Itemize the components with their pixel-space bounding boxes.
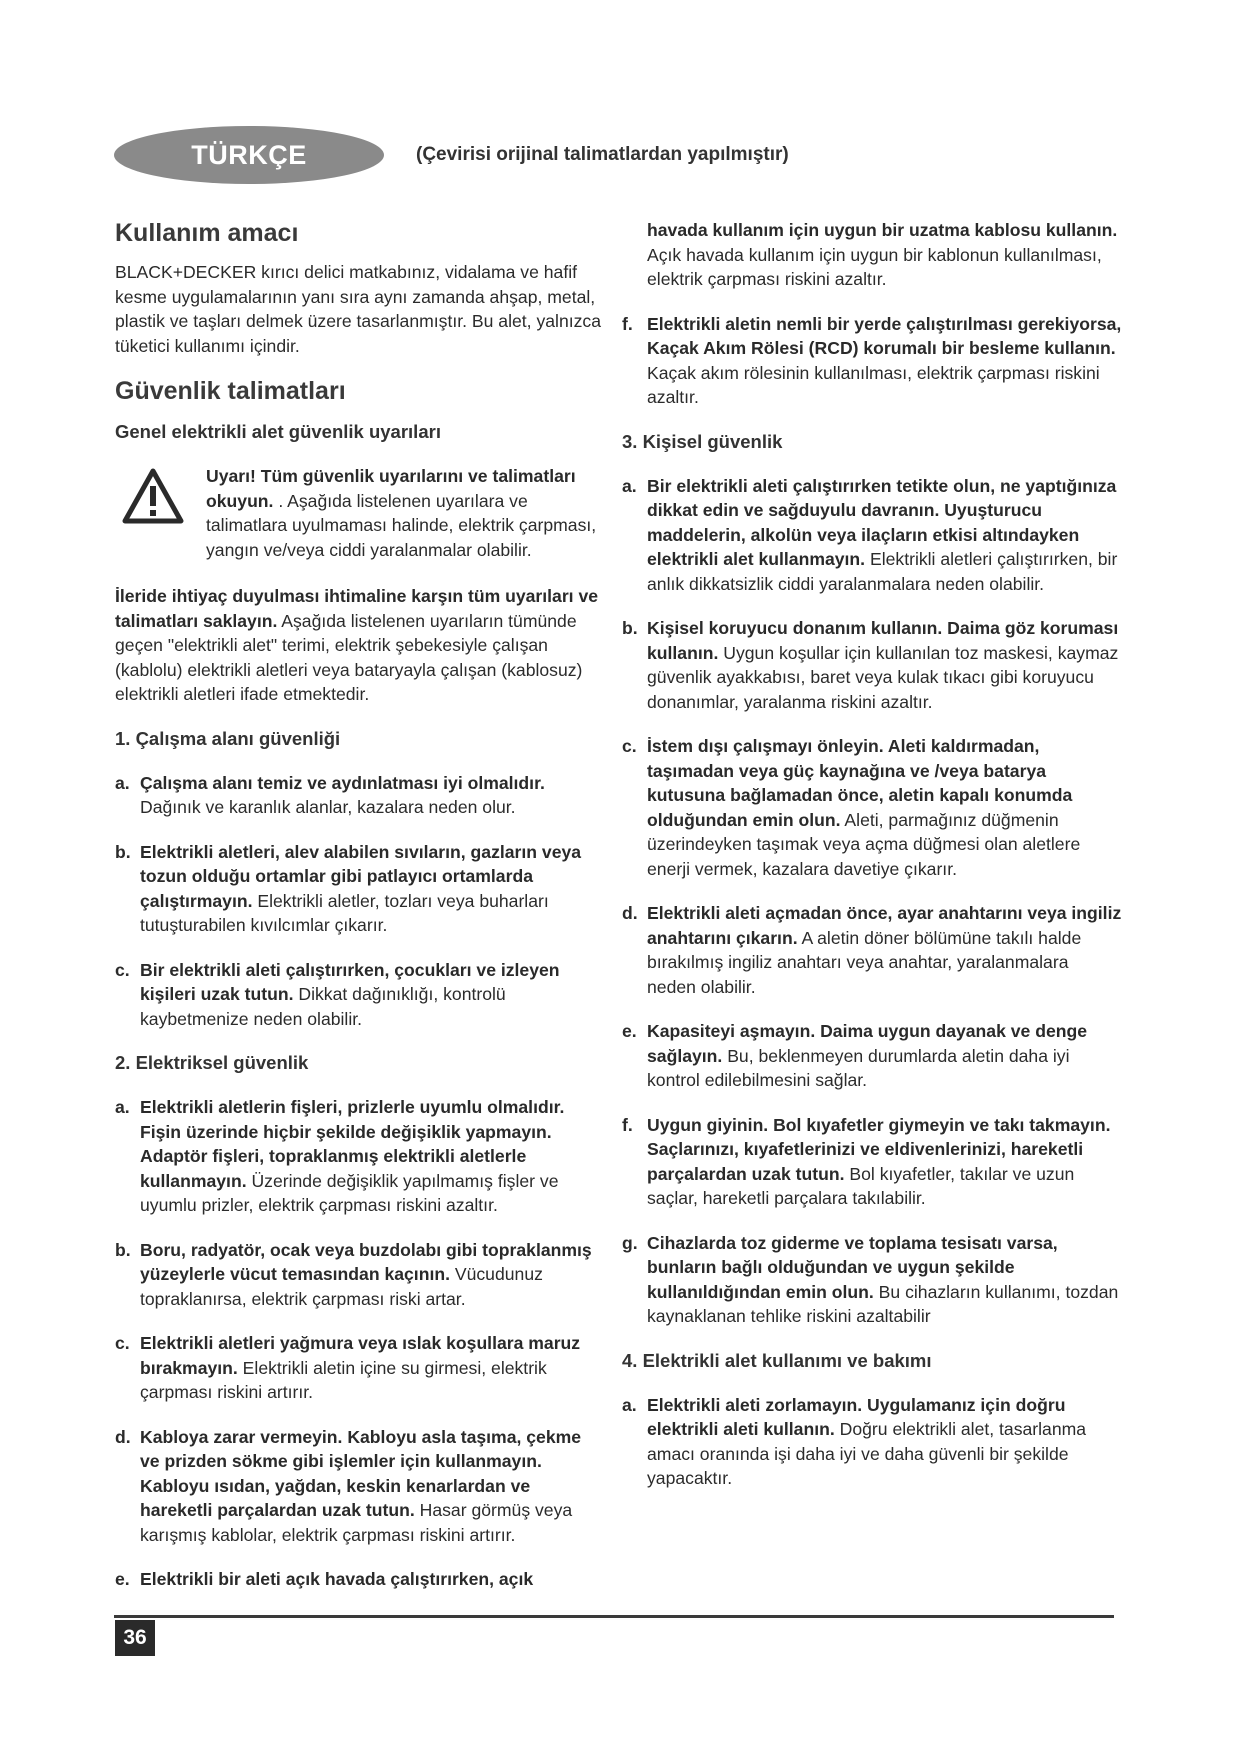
list-item: g. Cihazlarda toz giderme ve toplama tesisatı varsa, bunların bağlı olduğundan ve uygun şekilde kullanıldığından emin olun. Bu cihazların kullanımı, tozdan kaynaklanan tehlike riskini azaltabilir xyxy=(622,1232,1119,1326)
list-item: f. Uygun giyinin. Bol kıyafetler giymeyin ve takı takmayın. Saçlarınızı, kıyafetlerinizi ve eldivenlerinizi, hareketli parçalardan uzak tutun. Bol kıyafetler, takılar ve uzun saçlar, hareketli parçalara takılabilir. xyxy=(622,1114,1111,1208)
translation-note: (Çevirisi orijinal talimatlardan yapılmıştır) xyxy=(416,144,789,165)
list-item-continued: havada kullanım için uygun bir uzatma kablosu kullanın. Açık havada kullanım için uygun bir kablonun kullanılması, elektrik çarpması riskini azaltır. xyxy=(647,220,1118,289)
list-item: c. Bir elektrikli aleti çalıştırırken, çocukları ve izleyen kişileri uzak tutun. Dikkat dağınıklığı, kontrolü kaybetmenize neden olabilir. xyxy=(115,959,560,1029)
list-item: e. Elektrikli bir aleti açık havada çalıştırırken, açık xyxy=(115,1569,534,1589)
page-number: 36 xyxy=(115,1620,155,1656)
footer-rule xyxy=(114,1615,1114,1618)
list-item: b. Boru, radyatör, ocak veya buzdolabı gibi topraklanmış yüzeylerle vücut temasından kaçının. Vücudunuz topraklanırsa, elektrik çarpması riski artar. xyxy=(115,1239,592,1309)
list-item: a. Bir elektrikli aleti çalıştırırken tetikte olun, ne yaptığınıza dikkat edin ve sağduyulu davranın. Uyuşturucu maddelerin, alkolün veya ilaçların etkisi altındayken elektrikli alet kullanmayın. Elektrikli aletleri çalıştırırken, bir anlık dikkatsizlik ciddi yaralanmalara neden olabilir. xyxy=(622,475,1118,594)
list-item: d. Elektrikli aleti açmadan önce, ayar anahtarını veya ingiliz anahtarını çıkarın. A aletin döner bölümüne takılı halde bırakılmış ingiliz anahtarı veya anahtar, yaralanmalara neden olabilir. xyxy=(622,903,1122,997)
section-4-heading: 4. Elektrikli alet kullanımı ve bakımı xyxy=(622,1349,932,1371)
list-item: f. Elektrikli aletin nemli bir yerde çalıştırılması gerekiyorsa, Kaçak Akım Rölesi (RCD) korumalı bir besleme kullanın. Kaçak akım rölesinin kullanılması, elektrik çarpması riskini azaltır. xyxy=(622,313,1122,407)
keep-instructions: İleride ihtiyaç duyulması ihtimaline karşın tüm uyarıları ve talimatları saklayın. Aşağıda listelenen uyarıların tümünde geçen "elektrikli alet" terimi, elektrik şebekesiyle çalışan (kablolu) elektrikli aletleri veya bataryayla çalışan (kablosuz) elektrikli aletleri ifade etmektedir. xyxy=(115,586,599,704)
general-warnings-heading: Genel elektrikli alet güvenlik uyarıları xyxy=(115,421,441,442)
section-1-heading: 1. Çalışma alanı güvenliği xyxy=(115,727,341,749)
warning-block xyxy=(115,464,605,562)
list-item: b. Kişisel koruyucu donanım kullanın. Daima göz koruması kullanın. Uygun koşullar için kullanılan toz maskesi, kaymaz güvenlik ayakkabısı, baret veya kulak tıkacı gibi koruyucu donanımlar, yaralanma riskini azaltır. xyxy=(622,618,1119,712)
list-item: b. Elektrikli aletleri, alev alabilen sıvıların, gazların veya tozun olduğu ortamlar gibi patlayıcı ortamlarda çalıştırmayın. Elektrikli aletler, tozları veya buharları tutuşturabilen kıvılcımlar çıkarır. xyxy=(115,841,582,935)
left-column xyxy=(115,218,605,1592)
right-column xyxy=(622,218,1122,1491)
list-item: c. İstem dışı çalışmayı önleyin. Aleti kaldırmadan, taşımadan veya güç kaynağına ve /veya batarya kutusuna bağlamadan önce, aletin kapalı konumda olduğundan emin olun. Aleti, parmağınız düğmenin üzerindeyken taşımak veya açma düğmesi olan aletlere enerji vermek, kazalara davetiye çıkarır. xyxy=(622,736,1081,879)
section-2-heading: 2. Elektriksel güvenlik xyxy=(115,1052,309,1073)
section-3-heading: 3. Kişisel güvenlik xyxy=(622,430,783,452)
language-badge: TÜRKÇE xyxy=(114,126,384,184)
list-item: a. Elektrikli aleti zorlamayın. Uygulamanız için doğru elektrikli aleti kullanın. Doğru elektrikli alet, tasarlanma amacı oranında işi daha iyi ve daha güvenli bir şekilde yapacaktır. xyxy=(622,1394,1087,1488)
list-item: d. Kabloya zarar vermeyin. Kabloyu asla taşıma, çekme ve prizden sökme gibi işlemler için kullanmayın. Kabloyu ısıdan, yağdan, keskin kenarlardan ve hareketli parçalardan uzak tutun. Hasar görmüş veya karışmış kablolar, elektrik çarpması riskini artırır. xyxy=(115,1426,582,1545)
list-item: e. Kapasiteyi aşmayın. Daima uygun dayanak ve denge sağlayın. Bu, beklenmeyen durumlarda aletin daha iyi kontrol edilebilmesini sağlar. xyxy=(622,1021,1088,1090)
list-item: a. Elektrikli aletlerin fişleri, prizlerle uyumlu olmalıdır. Fişin üzerinde hiçbir şekilde değişiklik yapmayın. Adaptör fişleri, topraklanmış elektrikli aletlerle kullanmayın. Üzerinde değişiklik yapılmamış fişler ve uyumlu prizler, elektrik çarpması riskini azaltır. xyxy=(115,1097,565,1215)
list-item: c. Elektrikli aletleri yağmura veya ıslak koşullara maruz bırakmayın. Elektrikli aletin içine su girmesi, elektrik çarpması riskini artırır. xyxy=(115,1333,581,1402)
intended-use-heading: Kullanım amacı xyxy=(115,219,299,247)
intended-use-text: BLACK+DECKER kırıcı delici matkabınız, vidalama ve hafif kesme uygulamalarının yanı sıra aynı zamanda ahşap, metal, plastik ve taşları delmek üzere tasarlanmıştır. Bu alet, yalnızca tüketici kullanımı içindir. xyxy=(115,262,601,356)
list-item: a. Çalışma alanı temiz ve aydınlatması iyi olmalıdır. Dağınık ve karanlık alanlar, kazalara neden olur. xyxy=(115,772,545,817)
safety-heading: Güvenlik talimatları xyxy=(115,377,346,405)
warning-text: . Aşağıda listelenen uyarılara ve talimatlara uyulmaması halinde, elektrik çarpması, yangın ve/veya ciddi yaralanmalar olabilir. xyxy=(206,490,597,560)
warning-triangle-icon xyxy=(122,468,184,524)
warning-bold: Uyarı! Tüm güvenlik uyarılarını ve talimatları okuyun. xyxy=(206,466,576,511)
